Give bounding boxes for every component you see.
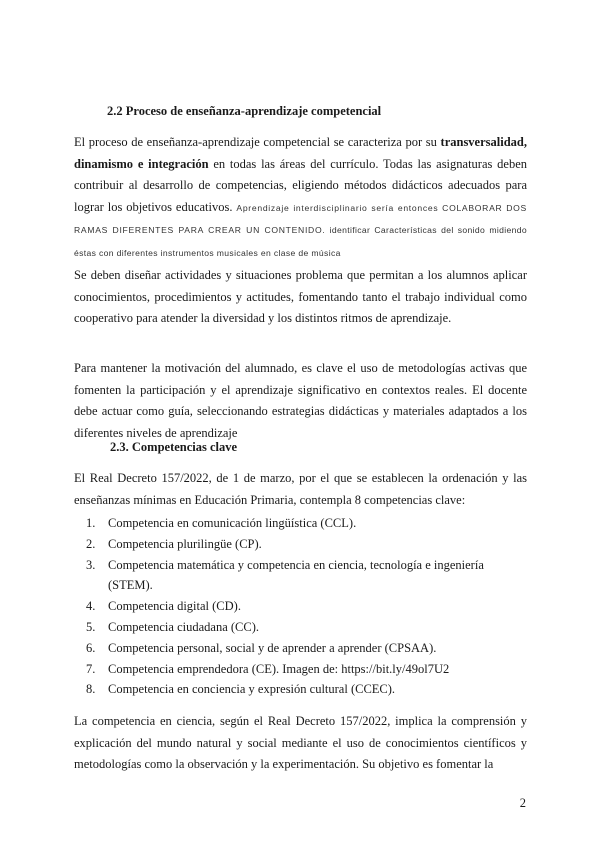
list-item-text: Competencia plurilingüe (CP). [108, 536, 262, 551]
paragraph-1-body: en todas las áreas del currículo. Todas las asignaturas deben contribuir al desarrollo de competencias, eligiendo métodos didácticos adecuados para lograr los objetivos educativos. [74, 156, 528, 214]
page-number: 2 [519, 796, 526, 810]
list-item [86, 596, 526, 617]
list-item-number: 4. [86, 599, 96, 614]
section-2-2-paragraph-3: Para mantener la motivación del alumnado, es clave el uso de metodologías activas que fomenten la participación y el aprendizaje significativo en contextos reales. El docente debe actuar como guía, seleccionando estrategias didácticas y materiales adaptados a los diferentes niveles de aprendizaje [74, 361, 527, 440]
list-item [86, 617, 526, 638]
list-item-text: Competencia matemática y competencia en ciencia, tecnología e ingeniería (STEM). [108, 557, 484, 593]
list-item [86, 638, 526, 659]
list-item-text: Competencia ciudadana (CC). [108, 619, 259, 634]
list-item-text: Competencia emprendedora (CE). Imagen de: https://bit.ly/49ol7U2 [108, 661, 450, 676]
list-item-number: 7. [86, 661, 96, 676]
paragraph-1-intro: El proceso de enseñanza-aprendizaje competencial se caracteriza por su [74, 135, 441, 149]
list-item-number: 8. [86, 682, 96, 697]
list-item [86, 659, 526, 680]
list-item-number: 2. [86, 536, 96, 551]
list-item-text: Competencia en comunicación lingüística (CCL). [108, 516, 357, 530]
list-item [86, 679, 526, 700]
paragraph-1-annotation-2: identificar Características del sonido midiendo éstas con diferentes instrumentos musicales en clase de música [74, 225, 527, 258]
section-2-3-closing-paragraph: La competencia en ciencia, según el Real Decreto 157/2022, implica la comprensión y explicación del mundo natural y social mediante el uso de conocimientos científicos y metodologías como la observación y la experimentación. Su objetivo es fomentar la [74, 714, 527, 771]
section-2-2-paragraph-2: Se deben diseñar actividades y situaciones problema que permitan a los alumnos aplicar conocimientos, procedimientos y actitudes, fomentando tanto el trabajo individual como cooperativo para atender la diversidad y los distintos ritmos de aprendizaje. [74, 268, 527, 325]
section-2-2-heading: 2.2 Proceso de enseñanza-aprendizaje competencial [107, 104, 382, 118]
list-item-text: Competencia personal, social y de aprender a aprender (CPSAA). [108, 640, 437, 655]
paragraph-1-bold-keywords: transversalidad, dinamismo e integración [74, 135, 527, 171]
list-item-number: 6. [86, 640, 96, 655]
list-item-text: Competencia digital (CD). [108, 599, 241, 614]
competencias-list [86, 513, 526, 700]
list-item [86, 555, 526, 597]
paragraph-1-annotation: Aprendizaje interdisciplinario sería entonces COLABORAR DOS RAMAS DIFERENTES PARA CREAR UN CONTENIDO. [74, 202, 527, 235]
list-item-number: 5. [86, 619, 96, 634]
list-item-number: 1. [86, 516, 96, 530]
section-2-3-intro: El Real Decreto 157/2022, de 1 de marzo, por el que se establecen la ordenación y las enseñanzas mínimas en Educación Primaria, contempla 8 competencias clave: [74, 471, 527, 507]
list-item [86, 513, 526, 534]
list-item [86, 534, 526, 555]
section-2-3-heading: 2.3. Competencias clave [110, 440, 238, 454]
list-item-number: 3. [86, 557, 96, 572]
section-2-2-paragraph-1 [74, 132, 527, 264]
list-item-text: Competencia en conciencia y expresión cultural (CCEC). [108, 682, 396, 697]
